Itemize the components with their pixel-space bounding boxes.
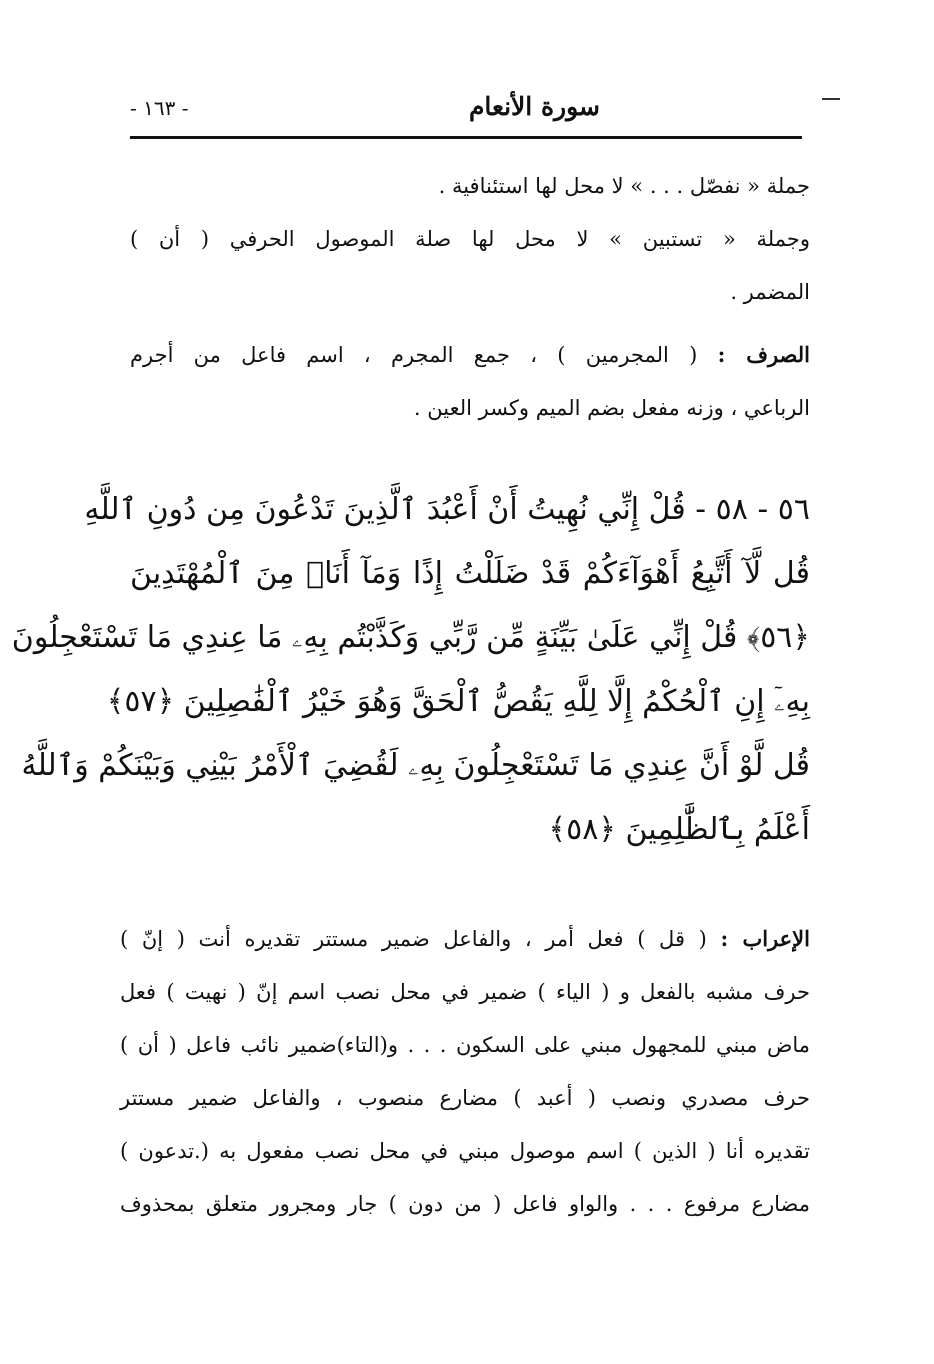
corner-mark bbox=[822, 98, 840, 100]
text-line: المضمر . bbox=[730, 280, 810, 304]
text-line: حرف مشبه بالفعل و ( الياء ) ضمير في محل نصب اسم إنّ ( نهيت ) فعل bbox=[120, 980, 810, 1004]
page-header bbox=[130, 80, 800, 140]
verse-line: ﴿٥٦﴾ قُلْ إِنِّي عَلَىٰ بَيِّنَةٍ مِّن رَّبِّي وَكَذَّبْتُم بِهِۦ مَا عِندِي مَا تَسْتَعْجِلُونَ bbox=[11, 620, 810, 655]
text-line: الرباعي ، وزنه مفعل بضم الميم وكسر العين . bbox=[413, 396, 810, 420]
surah-title: سورة الأنعام bbox=[468, 92, 600, 121]
irab-text: ( قل ) فعل أمر ، والفاعل ضمير مستتر تقديره أنت ( إنّ ) bbox=[120, 927, 707, 951]
header-divider bbox=[130, 136, 802, 139]
irab-paragraph bbox=[120, 912, 810, 1231]
text-line: ماض مبني للمجهول مبني على السكون . . . و(التاء)ضمير نائب فاعل ( أن ) bbox=[120, 1033, 810, 1057]
sarf-text: ( المجرمين ) ، جمع المجرم ، اسم فاعل من أجرم bbox=[130, 343, 698, 367]
text-line: مضارع مرفوع . . . والواو فاعل ( من دون ) جار ومجرور متعلق بمحذوف bbox=[120, 1192, 810, 1216]
sarf-label: الصرف : bbox=[717, 342, 811, 367]
text-line bbox=[130, 328, 810, 382]
quran-verses bbox=[11, 478, 810, 862]
sarf-paragraph bbox=[130, 328, 810, 435]
text-line: جملة « نفصّل . . . » لا محل لها استئنافية . bbox=[438, 174, 810, 198]
verse-line: بِهِۦٓ إِنِ ٱلْحُكْمُ إِلَّا لِلَّهِ يَقُصُّ ٱلْحَقَّ وَهُوَ خَيْرُ ٱلْفَٰصِلِينَ ﴿٥٧﴾ bbox=[106, 684, 810, 719]
verse-line: أَعْلَمُ بِٱلظَّٰلِمِينَ ﴿٥٨﴾ bbox=[548, 812, 810, 847]
text-line: حرف مصدري ونصب ( أعبد ) مضارع منصوب ، والفاعل ضمير مستتر bbox=[120, 1086, 810, 1110]
text-line: وجملة « تستبين » لا محل لها صلة الموصول الحرفي ( أن ) bbox=[130, 227, 810, 251]
verse-line: قُل لَّوْ أَنَّ عِندِي مَا تَسْتَعْجِلُونَ بِهِۦ لَقُضِيَ ٱلْأَمْرُ بَيْنِي وَبَيْنَكُمْ وَٱللَّهُ bbox=[21, 748, 810, 783]
irab-label: الإعراب : bbox=[720, 926, 810, 951]
verse-line: ٥٦ - ٥٨ - قُلْ إِنِّي نُهِيتُ أَنْ أَعْبُدَ ٱلَّذِينَ تَدْعُونَ مِن دُونِ ٱللَّهِ bbox=[84, 492, 810, 527]
sentence-analysis-paragraph bbox=[130, 160, 810, 319]
verse-line: قُل لَّآ أَتَّبِعُ أَهْوَآءَكُمْ قَدْ ضَلَلْتُ إِذًا وَمَآ أَنَا۠ مِنَ ٱلْمُهْتَدِينَ bbox=[130, 556, 810, 591]
text-line: تقديره أنا ( الذين ) اسم موصول مبني في محل نصب مفعول به (.تدعون ) bbox=[120, 1139, 810, 1163]
text-line bbox=[120, 912, 810, 966]
page-number: - ١٦٣ - bbox=[130, 96, 189, 120]
